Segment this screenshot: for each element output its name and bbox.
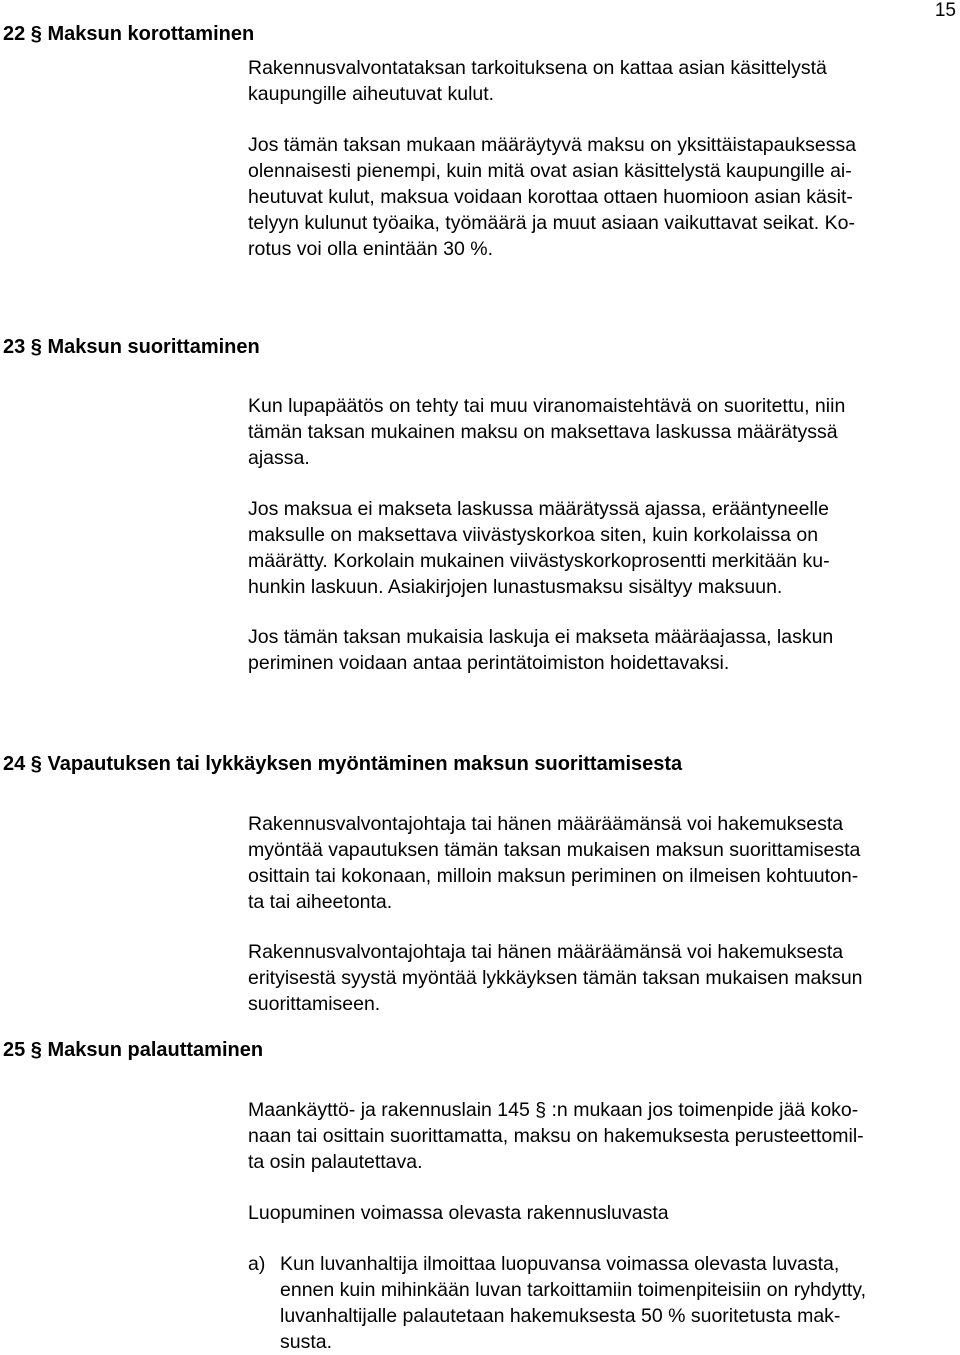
section-22-paragraph-2: Jos tämän taksan mukaan määräytyvä maksu on yksittäistapauksessa olennaisesti pienempi, kuin mitä ovat asian käsittelystä kaupungille ai- heutuvat kulut, maksua voidaan korottaa ottaen huomioon asian käsit- telyyn kulunut työaika, työmäärä ja muut asiaan vaikuttavat seikat. Ko- rotus voi olla enintään 30 %. [248, 134, 857, 260]
section-22-heading: 22 § Maksun korottaminen [3, 23, 255, 45]
section-23-heading: 23 § Maksun suorittaminen [3, 336, 260, 358]
page-number: 15 [934, 0, 956, 21]
section-25-paragraph-1: Maankäyttö- ja rakennuslain 145 § :n mukaan jos toimenpide jää koko- naan tai osittain suorittamatta, maksu on hakemuksesta perusteettomil- ta osin palautettava. [248, 1099, 864, 1173]
section-24-paragraph-1: Rakennusvalvontajohtaja tai hänen määräämänsä voi hakemuksesta myöntää vapautuksen tämän taksan mukaisen maksun suorittamisesta osittain tai kokonaan, milloin maksun periminen on ilmeisen kohtuuton- ta tai aiheetonta. [248, 813, 861, 913]
section-25-paragraph-2: Luopuminen voimassa olevasta rakennusluvasta [248, 1202, 669, 1224]
section-25-heading: 25 § Maksun palauttaminen [3, 1039, 264, 1061]
section-23-paragraph-2: Jos maksua ei makseta laskussa määrätyssä ajassa, erääntyneelle maksulle on maksettava viivästyskorkoa siten, kuin korkolaissa on määrätty. Korkolain mukainen viivästyskorkoprosentti merkitään ku- hunkin laskuun. Asiakirjojen lunastusmaksu sisältyy maksuun. [248, 498, 830, 598]
section-24-heading: 24 § Vapautuksen tai lykkäyksen myöntäminen maksun suorittamisesta [3, 753, 683, 775]
list-item-text: Kun luvanhaltija ilmoittaa luopuvansa voimassa olevasta luvasta, ennen kuin mihinkään luvan tarkoittamiin toimenpiteisiin on ryhdytty, luvanhaltijalle palautetaan hakemuksesta 50 % suoritetusta mak- susta. [280, 1253, 867, 1353]
section-24-paragraph-2: Rakennusvalvontajohtaja tai hänen määräämänsä voi hakemuksesta erityisestä syystä myöntää lykkäyksen tämän taksan mukaisen maksun suorittamiseen. [248, 941, 863, 1015]
section-23-paragraph-1: Kun lupapäätös on tehty tai muu viranomaistehtävä on suoritettu, niin tämän taksan mukainen maksu on maksettava laskussa määrätyssä ajassa. [248, 395, 846, 469]
section-22-paragraph-1: Rakennusvalvontataksan tarkoituksena on kattaa asian käsittelystä kaupungille aiheutuvat kulut. [248, 57, 827, 105]
section-23-paragraph-3: Jos tämän taksan mukaisia laskuja ei makseta määräajassa, laskun periminen voidaan antaa perintätoimiston hoidettavaksi. [248, 626, 834, 674]
list-marker: a) [248, 1253, 266, 1275]
